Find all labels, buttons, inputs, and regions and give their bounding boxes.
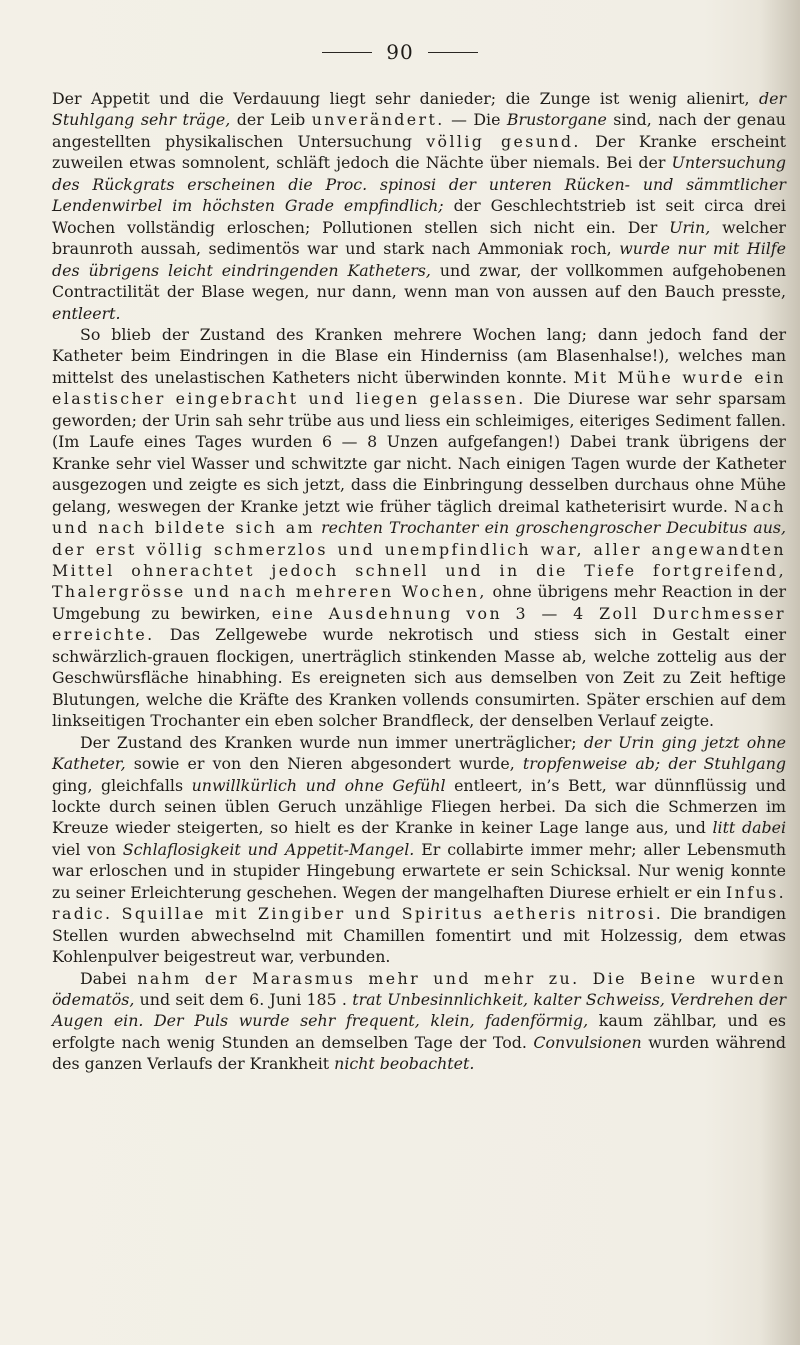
- emphasis-text: litt dabei: [712, 818, 786, 838]
- emphasis-text: Convulsionen: [533, 1032, 642, 1052]
- text-run: Der Kranke erscheint zuweilen etwas somnolent, schläft jedoch die Nächte über niemals. Bei der: [52, 131, 786, 173]
- emphasis-text: Urin,: [669, 217, 711, 237]
- text-run: wurden während des ganzen Verlaufs der Krankheit: [52, 1032, 786, 1074]
- paragraph: [52, 968, 786, 1075]
- emphasis-text: unwillkürlich und ohne Gefühl: [191, 775, 446, 795]
- emphasis-text: ödematös,: [52, 990, 135, 1010]
- text-run: der Geschlechtstrieb ist seit circa drei Wochen vollständig erloschen; Pollutionen stellen sich nicht ein. Der: [52, 196, 786, 237]
- paragraph: [52, 324, 786, 732]
- emphasis-text: wurde nur mit Hilfe des übrigens leicht eindringenden Katheters,: [52, 239, 786, 280]
- text-run: der Leib: [230, 110, 312, 130]
- text-run: Der Zustand des Kranken wurde nun immer unerträglicher;: [80, 732, 584, 752]
- emphasis-text: Untersuchung des Rückgrats erscheinen die Proc. spinosi der unteren Rücken- und sämmtlicher Lendenwirbel im höchsten Grade empfindlich;: [52, 153, 786, 216]
- emphasis-text: der Stuhlgang sehr träge,: [52, 89, 786, 130]
- emphasis-text: rechten Trochanter ein groschengroscher Decubitus aus,: [321, 518, 786, 538]
- text-run: und zwar, der vollkommen aufgehobenen Contractilität der Blase wegen, nur dann, wenn man von aussen auf den Bauch presste,: [52, 260, 786, 302]
- text-run: Er collabirte immer mehr; aller Lebensmuth war erloschen und in stupider Hingebung erwartete er sein Schicksal. Nur wenig konnte zu seiner Erleichterung geschehen. Wegen der mangelhaften Diurese erhielt er ein: [52, 839, 786, 902]
- spaced-text: unverändert.: [311, 110, 445, 130]
- text-run: sind, nach der genau angestellten physikalischen Untersuchung: [52, 110, 786, 151]
- text-run: welcher braunroth aussah, sedimentös war und stark nach Ammoniak roch,: [52, 217, 786, 259]
- emphasis-text: nicht beobachtet.: [334, 1054, 475, 1074]
- page-header: [0, 40, 800, 64]
- spaced-text: völlig gesund.: [426, 131, 581, 151]
- header-rule-left: [322, 52, 372, 53]
- emphasis-text: trat Unbesinnlichkeit, kalter Schweiss, Verdrehen der Augen ein. Der Puls wurde sehr frequent, klein, fadenförmig,: [52, 990, 786, 1031]
- text-run: entleert, in’s Bett, war dünnflüssig und lockte durch seinen üblen Geruch unzählige Fliegen herbei. Da sich die Schmerzen im Kreuze wieder steigerten, so hielt es der Kranke in keiner Lage lange aus, und: [52, 775, 786, 838]
- text-run: Die Diurese war sehr sparsam geworden; der Urin sah sehr trübe aus und liess ein schleimiges, eiteriges Sediment fallen. (Im Laufe eines Tages wurden 6 — 8 Unzen aufgefangen!) Dabei trank übrigens der Kranke sehr viel Wasser und schwitzte gar nicht. Nach einigen Tagen wurde der Katheter ausgezogen und zeigte es sich jetzt, dass die Einbringung desselben durchaus ohne Mühe gelang, weswegen der Kranke jetzt wie früher täglich dreimal katheterisirt wurde.: [52, 389, 786, 516]
- paragraph: [52, 88, 786, 324]
- text-run: So blieb der Zustand des Kranken mehrere Wochen lang; dann jedoch fand der Katheter beim Eindringen in die Blase ein Hinderniss (am Blasenhalse!), welches man mittelst des unelastischen Katheters nicht überwinden konnte.: [52, 324, 786, 387]
- text-run: Die brandigen Stellen wurden abwechselnd mit Chamillen fomentirt und mit Holzessig, dem etwas Kohlenpulver beigestreut war, verbunden.: [52, 904, 786, 967]
- emphasis-text: entleert.: [52, 303, 121, 323]
- emphasis-text: Schlaflosigkeit und Appetit-Mangel.: [122, 839, 415, 859]
- text-run: viel von: [52, 839, 123, 859]
- text-run: sowie er von den Nieren abgesondert wurde,: [125, 754, 523, 774]
- text-run: Der Appetit und die Verdauung liegt sehr danieder; die Zunge ist wenig alienirt,: [52, 89, 759, 108]
- header-rule-right: [428, 52, 478, 53]
- emphasis-text: der Urin ging jetzt ohne Katheter,: [52, 732, 786, 774]
- text-run: und seit dem 6. Juni 185 .: [134, 990, 353, 1010]
- spaced-text: der erst völlig schmerzlos und unempfindlich war, aller angewandten Mittel ohnerachtet jedoch schnell und in die Tiefe fortgreifend, Thalergrösse und nach mehreren Wochen,: [52, 539, 786, 602]
- paragraph: [52, 732, 786, 968]
- text-run: Das Zellgewebe wurde nekrotisch und stiess sich in Gestalt einer schwärzlich-grauen flockigen, unerträglich stinkenden Masse ab, welche zottelig aus der Geschwürsfläche hinabhing. Es ereigneten sich aus demselben von Zeit zu Zeit heftige Blutungen, welche die Kräfte des Kranken vollends consumirten. Später erschien auf dem linkseitigen Trochanter ein eben solcher Brandfleck, der denselben Verlauf zeigte.: [52, 625, 786, 731]
- text-run: ohne übrigens mehr Reaction in der Umgebung zu bewirken,: [52, 582, 786, 623]
- spaced-text: Nach und nach bildete sich am: [52, 496, 786, 538]
- spaced-text: Infus. radic. Squillae mit Zingiber und Spiritus aetheris nitrosi.: [52, 882, 786, 924]
- text-run: kaum zählbar, und es erfolgte nach wenig Stunden an demselben Tage der Tod.: [52, 1011, 786, 1052]
- page-number: 90: [386, 40, 414, 64]
- text-run: — Die: [444, 110, 507, 130]
- spaced-text: nahm der Marasmus mehr und mehr zu. Die Beine wurden: [137, 968, 786, 988]
- text-run: Dabei: [80, 968, 138, 988]
- emphasis-text: Brustorgane: [506, 110, 607, 130]
- body-text: [52, 88, 786, 1075]
- text-run: ging, gleichfalls: [52, 775, 192, 795]
- spaced-text: Mit Mühe wurde ein elastischer eingebracht und liegen gelassen.: [52, 367, 786, 409]
- spaced-text: eine Ausdehnung von 3 — 4 Zoll Durchmesser erreichte.: [52, 603, 786, 645]
- emphasis-text: tropfenweise ab; der Stuhlgang: [522, 754, 786, 774]
